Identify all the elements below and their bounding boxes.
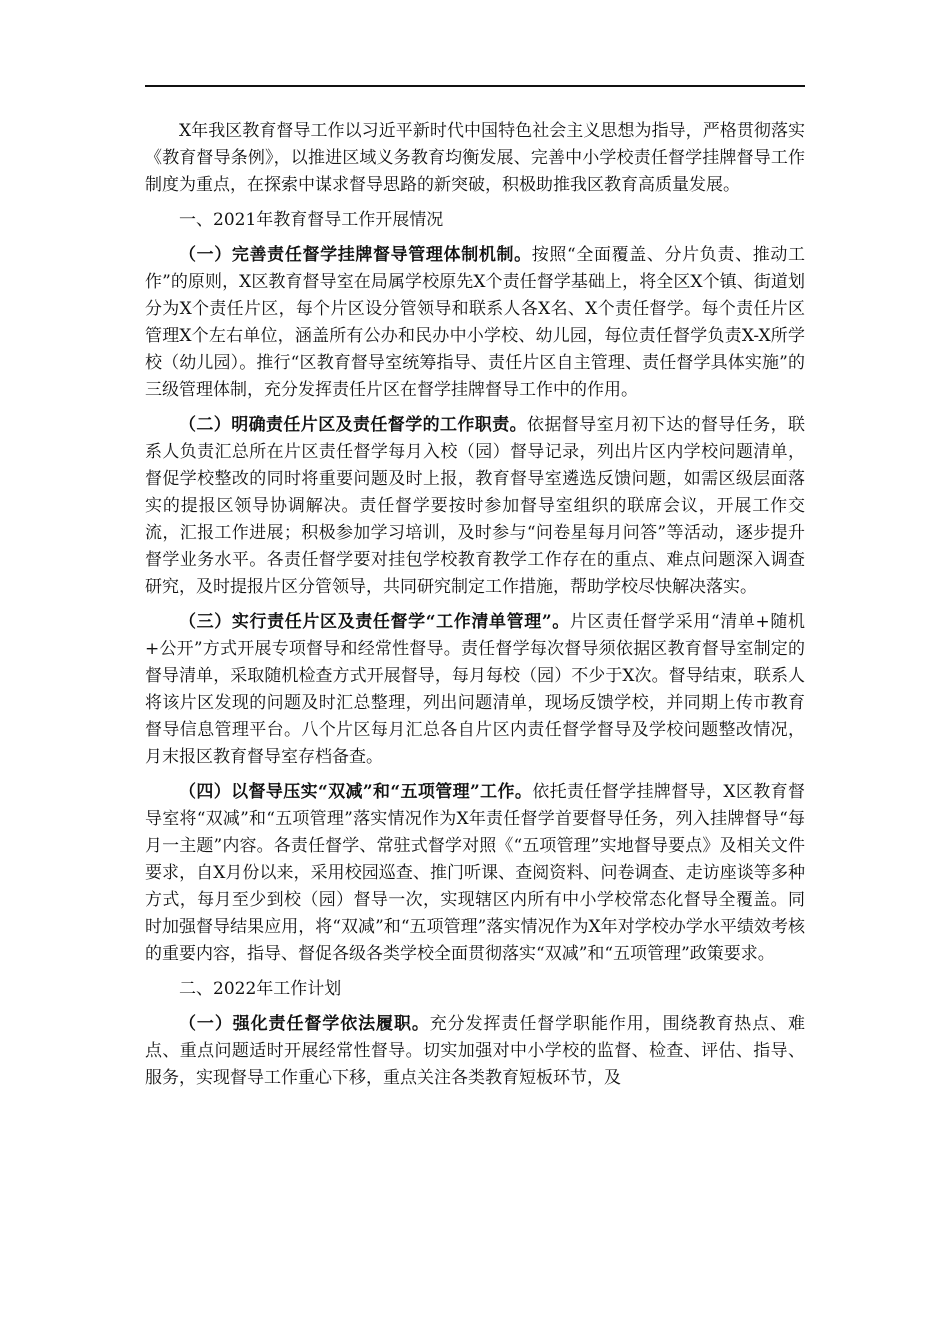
paragraph-item-3 (145, 609, 805, 771)
paragraph-plan-1 (145, 1011, 805, 1092)
item-title: （一）强化责任督学依法履职。 (179, 1014, 430, 1034)
section-heading-2022: 二、2022年工作计划 (179, 979, 342, 999)
item-body: 片区责任督学采用“清单+随机+公开”方式开展专项督导和经常性督导。责任督学每次督导须依据区教育督导室制定的督导清单，采取随机检查方式开展督导，每月每校（园）不少于X次。督导结束，联系人将该片区发现的问题及时汇总整理，列出问题清单，现场反馈学校，并同期上传市教育督导信息管理平台。八个片区每月汇总各自片区内责任督学督导及学校问题整改情况，月末报区教育督导室存档备查。 (145, 612, 805, 767)
paragraph-item-2 (145, 412, 805, 601)
intro-paragraph: X年我区教育督导工作以习近平新时代中国特色社会主义思想为指导，严格贯彻落实《教育督导条例》，以推进区域义务教育均衡发展、完善中小学校责任督学挂牌督导工作制度为重点，在探索中谋求督导思路的新突破，积极助推我区教育高质量发展。 (145, 121, 805, 195)
item-body: 依据督导室月初下达的督导任务，联系人负责汇总所在片区责任督学每月入校（园）督导记录，列出片区内学校问题清单，督促学校整改的同时将重要问题及时上报，教育督导室遴选反馈问题，如需区级层面落实的提报区领导协调解决。责任督学要按时参加督导室组织的联席会议，开展工作交流，汇报工作进展；积极参加学习培训，及时参与“问卷星每月问答”等活动，逐步提升督学业务水平。各责任督学要对挂包学校教育教学工作存在的重点、难点问题深入调查研究，及时提报片区分管领导，共同研究制定工作措施，帮助学校尽快解决落实。 (145, 415, 805, 597)
item-title: （四）以督导压实“双减”和“五项管理”工作。 (179, 782, 533, 802)
document-body (145, 118, 805, 1100)
paragraph-item-1 (145, 242, 805, 404)
item-title: （三）实行责任片区及责任督学“工作清单管理”。 (179, 612, 570, 632)
section-heading-2021: 一、2021年教育督导工作开展情况 (179, 210, 444, 230)
item-body: 按照“全面覆盖、分片负责、推动工作”的原则，X区教育督导室在局属学校原先X个责任督学基础上，将全区X个镇、街道划分为X个责任片区，每个片区设分管领导和联系人各X名、X个责任督学。每个责任片区管理X个左右单位，涵盖所有公办和民办中小学校、幼儿园，每位责任督学负责X-X所学校（幼儿园）。推行“区教育督导室统筹指导、责任片区自主管理、责任督学具体实施”的三级管理体制，充分发挥责任片区在督学挂牌督导工作中的作用。 (145, 245, 805, 400)
header-rule (145, 85, 805, 87)
paragraph-item-4 (145, 779, 805, 968)
item-title: （一）完善责任督学挂牌督导管理体制机制。 (179, 245, 532, 265)
item-body: 依托责任督学挂牌督导，X区教育督导室将“双减”和“五项管理”落实情况作为X年责任督学首要督导任务，列入挂牌督导“每月一主题”内容。各责任督学、常驻式督学对照《“五项管理”实地督导要点》及相关文件要求，自X月份以来，采用校园巡查、推门听课、查阅资料、问卷调查、走访座谈等多种方式，每月至少到校（园）督导一次，实现辖区内所有中小学校常态化督导全覆盖。同时加强督导结果应用，将“双减”和“五项管理”落实情况作为X年对学校办学水平绩效考核的重要内容，指导、督促各级各类学校全面贯彻落实“双减”和“五项管理”政策要求。 (145, 782, 805, 964)
item-title: （二）明确责任片区及责任督学的工作职责。 (179, 415, 527, 435)
item-body: 充分发挥责任督学职能作用，围绕教育热点、难点、重点问题适时开展经常性督导。切实加强对中小学校的监督、检查、评估、指导、服务，实现督导工作重心下移，重点关注各类教育短板环节，及 (145, 1014, 806, 1088)
